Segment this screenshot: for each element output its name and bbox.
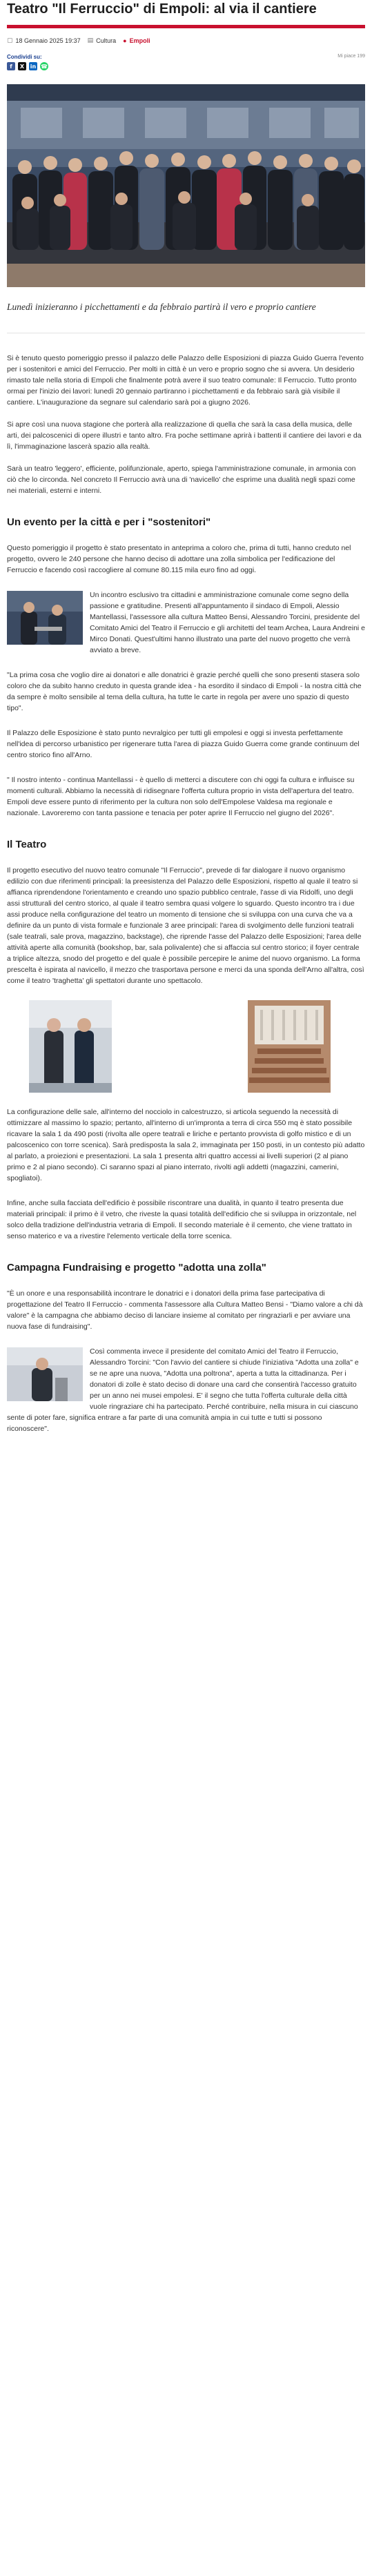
- hero-photo-illustration: [7, 84, 365, 287]
- date-text: 18 Gennaio 2025 19:37: [15, 37, 81, 44]
- theatre-render-photo: [248, 1000, 331, 1093]
- paragraph-4: Questo pomeriggio il progetto è stato presentato in anteprima a coloro che, prima di tutti, hanno creduto nel progetto, ovvero le 240 persone che hanno deciso di adottare una zolla simbolica per l'edificazione del Ferruccio e facendo così raccogliere al comune 80.115 mila euro fino ad oggi.: [7, 544, 351, 574]
- share-bar: [0, 44, 372, 77]
- teatro-photos: [0, 1000, 372, 1093]
- folder-icon: ▤: [87, 37, 94, 43]
- speaker-photo-illustration: [7, 591, 83, 645]
- paragraph-7: Il Palazzo delle Esposizione è stato punto nevralgico per tutti gli empolesi e oggi si investa perfettamente nell'idea di percorso urbanistico per rigenerare tutta l'area di piazza Guido Guerra come grande continuum del centro storico fino all'Arno.: [7, 729, 360, 759]
- paragraph-11: Infine, anche sulla facciata dell'edificio è possibile riscontrare una dualità, in quanto il teatro presenta due materiali principali: il primo è il vetro, che riveste la quasi totalità dell'edificio che si sviluppa in orizzontale, nel solco della tradizione dell'industria vetraria di Empoli. Il secondo materiale è il cemento, che viene trattato in senso materico e va a rivestire l'elemento verticale della torre scenica.: [7, 1199, 357, 1240]
- x-icon[interactable]: X: [18, 62, 26, 70]
- calendar-icon: ▢: [7, 37, 13, 43]
- section-heading-fundraising: Campagna Fundraising e progetto "adotta una zolla": [7, 1262, 266, 1274]
- event-block: [0, 589, 372, 656]
- linkedin-icon[interactable]: in: [30, 63, 37, 70]
- meta-category[interactable]: [88, 37, 117, 44]
- article-meta: [0, 28, 372, 44]
- article-lead: Lunedì inizieranno i picchettamenti e da febbraio partirà il vero e proprio cantiere: [7, 302, 316, 312]
- facebook-icon[interactable]: f: [7, 62, 15, 70]
- paragraph-9: Il progetto esecutivo del nuovo teatro comunale "Il Ferruccio", prevede di far dialogare il nuovo organismo edilizio con due riferimenti principali: la preesistenza del Palazzo delle Esposizioni, rispetto al quale il teatro si affianca riprendendone l'orientamento e creando uno spazio pubblico centrale, l'asse di via Ridolfi, uno degli assi strutturali del centro storico, al quale il teatro sembra quasi volgere lo sguardo. Questo incontro tra i due assi produce nella configurazione del teatro un momento di tensione che si sviluppa con una curva che va a definire da un punto di vista formale e funzionale 3 aree principali: l'area di svolgimento delle funzioni teatrali (sale teatrali, sale prova, magazzino, backstage), che riprende l'asse del Palazzo delle Esposizioni; l'area delle attività aperte alla comunità (bookshop, bar, sala polivalente) che si affaccia sul centro storico; il foyer centrale a triplice altezza, snodo del progetto e del quale è possibile percepire le anime del nuovo organismo. La forma prescelta è ispirata al navicello, il mezzo che trasportava persone e merci da una sponda dell'Arno all'altra, così come il teatro 'traghetta' gli spettatori durante uno spettacolo.: [7, 866, 364, 985]
- paragraph-1: Si è tenuto questo pomeriggio presso il palazzo delle Palazzo delle Esposizioni di piazza Guido Guerra l'evento per i sostenitori e amici del Ferruccio. Per molti in città è un vero e proprio sogno che si avvera. Un desiderio rimasto tale nella storia di Empoli che finalmente potrà avere il suo teatro comunale: Il Ferruccio. Tutto pronto ormai per l'inizio dei lavori: lunedì 20 gennaio partiranno i picchettamenti e da febbraio sarà già visibile il cantiere. L'inaugurazione da segnare sul calendario sarà poi a giugno 2026.: [7, 354, 364, 407]
- paragraph-13: Così commenta invece il presidente del comitato Amici del Teatro il Ferruccio, Alessandro Torcini: "Con l'avvio del cantiere si chiude l'iniziativa "Adotta una zolla" e se ne apre una nuova, "Adotta una poltrona", aperta a tutta la cittadinanza. Per i donatori di zolle è stato deciso di donare una card che consentirà l'accesso gratuito per un anno nei musei empolesi. E' il segno che tutta l'offerta culturale della città vuole ringraziare chi ha partecipato. Perché contribuire, nella misura in cui ciascuno sente di poter fare, significa entrare a far parte di una comunità ampia in cui tutte e tutti si possono riconoscere".: [7, 1347, 359, 1433]
- paragraph-5: Un incontro esclusivo tra cittadini e amministrazione comunale come segno della passione e gratitudine. Presenti all'appuntamento il sindaco di Empoli, Alessio Mantellassi, l'assessore alla cultura Matteo Bensi, Alessandro Torcini, presidente del Comitato Amici del Teatro il Ferruccio e gli architetti del team Archea, Laura Andreini e Mirco Donati. Quest'ultimi hanno illustrato una parte del nuovo progetto che verrà avviato a breve.: [90, 591, 365, 654]
- presenters-photo: [29, 1000, 112, 1093]
- section-heading-teatro: Il Teatro: [7, 839, 47, 850]
- paragraph-12: "È un onore e una responsabilità incontrare le donatrici e i donatori della prima fase partecipativa di progettazione del Teatro Il Ferruccio - commenta l'assessore alla Cultura Matteo Bensi - "Diamo valore a chi dà valore" è la campagna che abbiamo deciso di lanciare insieme al comitato per ringraziarli e per avviare una nuova fase di fundraising".: [7, 1289, 363, 1331]
- presenters-photo-illustration: [29, 1000, 112, 1093]
- meta-date: [7, 37, 81, 44]
- fundraising-block: [0, 1346, 372, 1434]
- paragraph-8: " Il nostro intento - continua Mantellassi - è quello di metterci a discutere con chi oggi fa cultura e influisce su momenti culturali. Abbiamo la necessità di ridisegnare l'offerta cultura proprio in vista dell'apertura del teatro. Empoli deve essere punto di riferimento per la cultura non solo dell'Empolese Valdesa ma regionale e nazionale. Lavoreremo con tanta passione e tenacia per poter aprire Il Ferruccio nel giugno del 2026".: [7, 776, 355, 817]
- share-label: Condividi su:: [7, 54, 42, 60]
- article-title: Teatro "Il Ferruccio" di Empoli: al via il cantiere: [7, 1, 317, 17]
- category-link[interactable]: Cultura: [96, 37, 117, 44]
- torcini-photo-illustration: [7, 1347, 83, 1401]
- location-link[interactable]: Empoli: [129, 37, 150, 44]
- paragraph-2: Si apre così una nuova stagione che porterà alla realizzazione di quella che sarà la casa della musica, delle arti, dei palcoscenici di opere illustri e tanto altro. Fra poche settimane aprirà i battenti il cantiere dei lavori e da lì, l'immaginazione lascerà spazio alla realtà.: [7, 420, 362, 451]
- speaker-photo: [7, 591, 83, 645]
- share-icons: [7, 62, 365, 70]
- meta-location[interactable]: [123, 37, 150, 44]
- paragraph-6: "La prima cosa che voglio dire ai donatori e alle donatrici è grazie perché quelli che sono presenti stasera solo coloro che da subito hanno creduto in questa grande idea - ha esordito il sindaco di Empoli - la nostra città che da sempre è molto sensibile al tema della cultura, ha tutte le carte in regola per avere uno spazio di questo tipo".: [7, 671, 362, 712]
- theatre-render-illustration: [248, 1000, 331, 1093]
- likes-counter[interactable]: Mi piace 199: [337, 54, 365, 59]
- paragraph-10: La configurazione delle sale, all'interno del nocciolo in calcestruzzo, si articola seguendo la necessità di ottimizzare al massimo lo spazio; pertanto, all'interno di un'impronta a terra di circa 550 mq è stato possibile ricavare la sala 1 da 490 posti (rivolta alle opere teatrali e liriche e pertanto provvista di golfo mistico e di un palcoscenico con torre scenica). Sarà predisposta la sala 2, immaginata per 150 posti, in un contesto più adatto al parlato, a proiezioni e presentazioni. La sala 1 presenta altri quattro accessi ai livelli superiori (2 al piano primo e 2 al piano secondo). Ci saranno spazi al piano interrato, rivolti agli addetti (magazzini, camerini, spogliatoi).: [7, 1108, 365, 1182]
- paragraph-3: Sarà un teatro 'leggero', efficiente, polifunzionale, aperto, spiega l'amministrazione comunale, in armonia con ciò che lo circonda. Nel concreto Il Ferruccio avrà una di 'navicello' che esprime una dualità negli spazi come nei materiali, esterni e interni.: [7, 465, 356, 495]
- hero-photo: [7, 84, 365, 287]
- map-pin-icon: ●: [123, 37, 127, 44]
- whatsapp-icon[interactable]: ☎: [41, 63, 48, 70]
- torcini-photo: [7, 1347, 83, 1401]
- section-heading-event: Un evento per la città e per i "sostenitori": [7, 516, 211, 528]
